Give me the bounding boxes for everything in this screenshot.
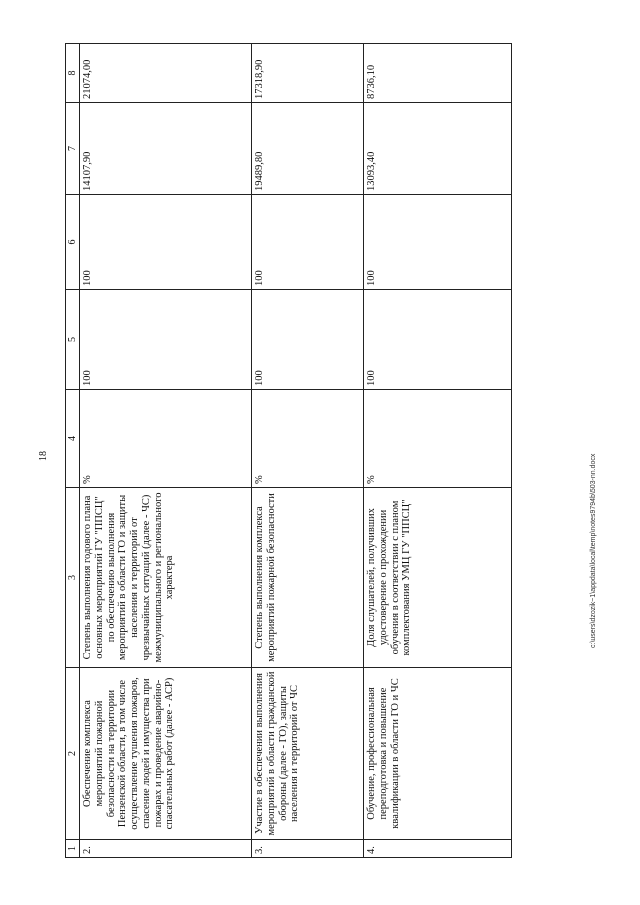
- document-table-wrapper: [65, 44, 511, 858]
- unit-cell: %: [364, 390, 512, 488]
- row-number: 3.: [252, 840, 364, 858]
- unit-cell: %: [252, 390, 364, 488]
- table-row: [364, 44, 512, 858]
- value-cell: 8736,10: [364, 44, 512, 103]
- column-header: 3: [66, 488, 80, 668]
- value-cell: 100: [364, 195, 512, 290]
- indicators-table: [65, 43, 512, 858]
- page-number: 18: [38, 451, 49, 461]
- column-header: 8: [66, 44, 80, 103]
- value-cell: 100: [252, 290, 364, 390]
- column-header: 5: [66, 290, 80, 390]
- column-header: 2: [66, 668, 80, 840]
- value-cell: 100: [252, 195, 364, 290]
- value-cell: 13093,40: [364, 103, 512, 195]
- table-row: [252, 44, 364, 858]
- event-cell: Обучение, профессиональная переподготовка и повышение квалификации в области ГО и ЧС: [364, 668, 512, 840]
- indicator-cell: Степень выполнения годового плана основных мероприятий ГУ "ППСЦ" по обеспечению выполнения мероприятий в области ГО и защиты населения и территорий от чрезвычайных ситуаций (далее - ЧС) межмуниципального и регионального характера: [80, 488, 252, 668]
- value-cell: 14107,90: [80, 103, 252, 195]
- column-header: 7: [66, 103, 80, 195]
- document-file-path: c:\users\dzozik~1\appdata\local\temp\notes9794b\503-nn.docx: [590, 453, 597, 648]
- table-header-row: [66, 44, 80, 858]
- column-header: 4: [66, 390, 80, 488]
- value-cell: 17318,90: [252, 44, 364, 103]
- table-row: [80, 44, 252, 858]
- column-header: 1: [66, 840, 80, 858]
- indicator-cell: Доля слушателей, получивших удостоверение о прохождении обучения в соответствии с планом комплектования УМЦ ГУ "ППСЦ": [364, 488, 512, 668]
- value-cell: 100: [364, 290, 512, 390]
- unit-cell: %: [80, 390, 252, 488]
- indicator-cell: Степень выполнения комплекса мероприятий пожарной безопасности: [252, 488, 364, 668]
- event-cell: Обеспечение комплекса мероприятий пожарной безопасности на территории Пензенской области, в том числе осуществление тушения пожаров, спасение людей и имущества при пожарах и проведение аварийно-спасательных работ (далее - АСР): [80, 668, 252, 840]
- column-header: 6: [66, 195, 80, 290]
- value-cell: 19489,80: [252, 103, 364, 195]
- row-number: 2.: [80, 840, 252, 858]
- value-cell: 21074,00: [80, 44, 252, 103]
- event-cell: Участие в обеспечении выполнения мероприятий в области гражданской обороны (далее - ГО), защиты населения и территорий от ЧС: [252, 668, 364, 840]
- value-cell: 100: [80, 195, 252, 290]
- row-number: 4.: [364, 840, 512, 858]
- value-cell: 100: [80, 290, 252, 390]
